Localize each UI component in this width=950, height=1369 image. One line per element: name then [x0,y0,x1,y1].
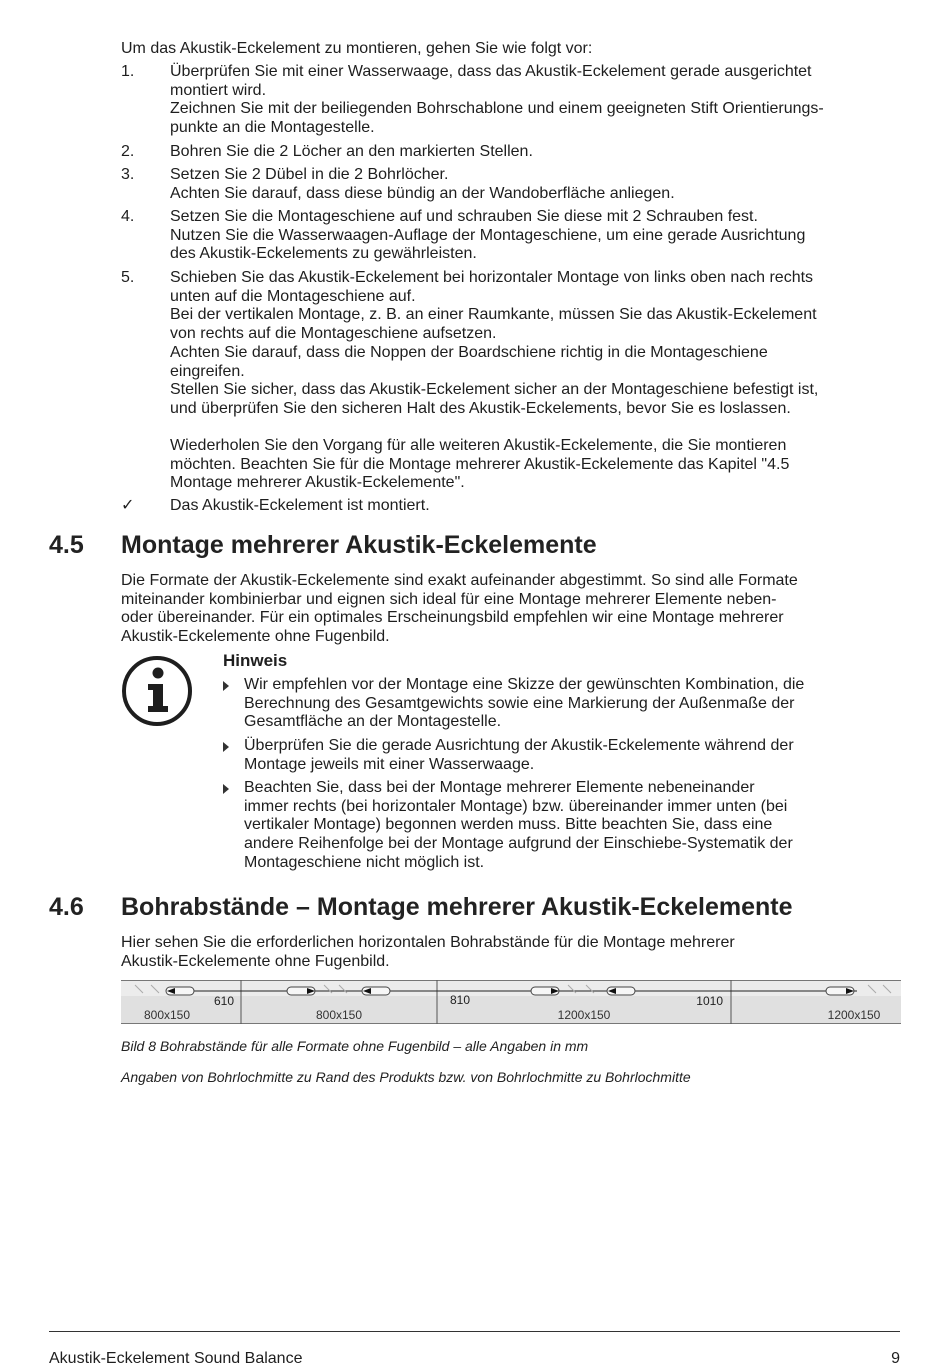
bullet-line: Überprüfen Sie die gerade Ausrichtung der Akustik-Eckelemente während der [244,737,794,754]
step-line: Schieben Sie das Akustik-Eckelement bei horizontaler Montage von links oben nach rechts [170,269,814,286]
step-line: Setzen Sie die Montageschiene auf und schrauben Sie diese mit 2 Schrauben fest. [170,208,758,225]
step-line: Zeichnen Sie mit der beiliegenden Bohrschablone und einem geeigneten Stift Orientierungs- [170,100,824,118]
body-line: Hier sehen Sie die erforderlichen horizontalen Bohrabstände für die Montage mehrerer [121,934,735,951]
dimension-label: 1010 [696,994,723,1008]
step-4 [170,208,905,264]
repeat-line: Wiederholen Sie den Vorgang für alle weiteren Akustik-Eckelemente, die Sie montieren [170,437,787,454]
step-1 [170,63,905,138]
section-number: 4.6 [49,893,84,921]
step-line: punkte an die Montagestelle. [170,119,375,137]
bullet-line: vertikaler Montage) begonnen werden muss. Bitte beachten Sie, dass eine [244,816,773,834]
arrow-right-icon [223,681,229,691]
section-title: Montage mehrerer Akustik-Eckelemente [121,531,597,559]
step-line: Bei der vertikalen Montage, z. B. an einer Raumkante, müssen Sie das Akustik-Eckelement [170,306,817,324]
note-bullet [244,676,894,732]
arrow-right-icon [223,742,229,752]
section-title: Bohrabstände – Montage mehrerer Akustik-Eckelemente [121,893,793,921]
step-number: 5. [121,269,135,286]
repeat-line: möchten. Beachten Sie für die Montage mehrerer Akustik-Eckelemente das Kapitel "4.5 [170,455,790,473]
footer-rule [49,1331,900,1332]
step-line: Bohren Sie die 2 Löcher an den markierten Stellen. [170,143,533,160]
panel-format-label: 1200x150 [827,1008,881,1022]
step-line: eingreifen. [170,362,245,380]
step-line: und überprüfen Sie den sicheren Halt des Akustik-Eckelements, bevor Sie es loslassen. [170,399,791,417]
step-line: Achten Sie darauf, dass die Noppen der Boardschiene richtig in die Montageschiene [170,343,768,361]
step-line: unten auf die Montageschiene auf. [170,287,416,305]
section-body [121,934,901,971]
bullet-line: Montageschiene nicht möglich ist. [244,853,485,871]
result-text: Das Akustik-Eckelement ist montiert. [170,497,430,514]
step-5 [170,269,905,419]
arrow-right-icon [223,784,229,794]
body-line: oder übereinander. Für ein optimales Erscheinungsbild empfehlen wir eine Montage mehrerer [121,609,784,627]
step-line: montiert wird. [170,81,267,99]
bullet-line: andere Reihenfolge bei der Montage aufgrund der Einschiebe-Systematik der [244,835,793,853]
step-line: Überprüfen Sie mit einer Wasserwaage, dass das Akustik-Eckelement gerade ausgerichtet [170,63,812,80]
note-bullet [244,779,894,873]
footer-title: Akustik-Eckelement Sound Balance [49,1350,303,1367]
panel-format-label: 1200x150 [557,1008,611,1022]
bullet-line: immer rechts (bei horizontaler Montage) bzw. übereinander immer unten (bei [244,797,788,815]
step-line: von rechts auf die Montageschiene aufsetzen. [170,325,497,343]
repeat-paragraph [170,437,905,493]
figure-note: Angaben von Bohrlochmitte zu Rand des Produkts bzw. von Bohrlochmitte zu Bohrlochmitte [121,1069,691,1085]
page-number: 9 [891,1350,900,1367]
dimension-label: 810 [450,993,471,1007]
step-number: 2. [121,143,135,160]
section-body [121,572,901,647]
note-bullet [244,737,894,774]
step-2 [170,143,905,162]
bullet-line: Montage jeweils mit einer Wasserwaage. [244,755,535,773]
step-3 [170,166,905,203]
intro-text: Um das Akustik-Eckelement zu montieren, gehen Sie wie folgt vor: [121,40,593,57]
step-line: Nutzen Sie die Wasserwaagen-Auflage der Montageschiene, um eine gerade Ausrichtung [170,226,806,244]
step-number: 4. [121,208,135,225]
step-number: 1. [121,63,135,80]
info-icon [121,655,193,727]
panel-band [121,996,901,1024]
bullet-line: Wir empfehlen vor der Montage eine Skizze der gewünschten Kombination, die [244,676,805,693]
drilling-distance-figure [121,980,901,1025]
body-line: miteinander kombinierbar und eignen sich ideal für eine Montage mehrerer Elemente neben- [121,590,777,608]
step-line: Achten Sie darauf, dass diese bündig an der Wandoberfläche anliegen. [170,184,675,202]
repeat-line: Montage mehrerer Akustik-Eckelemente". [170,474,465,492]
panel-format-label: 800x150 [143,1008,191,1022]
step-line: des Akustik-Eckelements zu gewährleisten. [170,245,477,263]
bullet-line: Berechnung des Gesamtgewichts sowie eine Markierung der Außenmaße der [244,694,795,712]
section-number: 4.5 [49,531,84,559]
step-line: Setzen Sie 2 Dübel in die 2 Bohrlöcher. [170,166,449,183]
bullet-line: Beachten Sie, dass bei der Montage mehrerer Elemente nebeneinander [244,779,755,796]
step-line: Stellen Sie sicher, dass das Akustik-Eckelement sicher an der Montageschiene befestigt ist, [170,381,819,399]
figure-caption: Bild 8 Bohrabstände für alle Formate ohne Fugenbild – alle Angaben in mm [121,1038,589,1054]
panel-format-label: 800x150 [315,1008,363,1022]
bullet-line: Gesamtfläche an der Montagestelle. [244,713,502,731]
dimension-label: 610 [213,994,234,1008]
checkmark-icon: ✓ [121,497,135,514]
note-title: Hinweis [223,651,288,670]
body-line: Akustik-Eckelemente ohne Fugenbild. [121,628,390,646]
body-line: Die Formate der Akustik-Eckelemente sind exakt aufeinander abgestimmt. So sind alle Formate [121,572,798,589]
step-number: 3. [121,166,135,183]
rail-band [121,980,901,996]
body-line: Akustik-Eckelemente ohne Fugenbild. [121,952,390,970]
